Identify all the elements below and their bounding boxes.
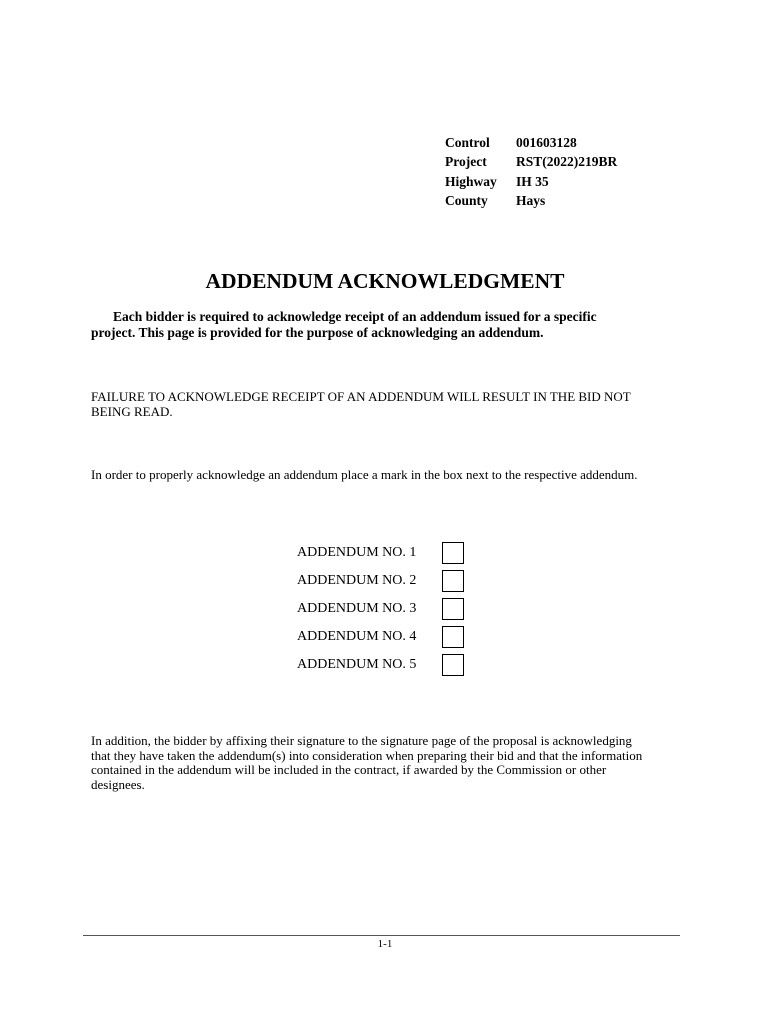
page-number: 1-1 — [377, 938, 393, 950]
closing-line-1: In addition, the bidder by affixing their signature to the signature page of the proposal is acknowledging — [91, 733, 632, 748]
closing-line-4: designees. — [91, 777, 145, 793]
control-value: 001603128 — [516, 135, 577, 150]
addendum-checkbox-4[interactable] — [442, 626, 464, 648]
intro-line-1: Each bidder is required to acknowledge receipt of an addendum issued for a specific — [113, 309, 597, 324]
warning-line-1: FAILURE TO ACKNOWLEDGE RECEIPT OF AN ADDENDUM WILL RESULT IN THE BID NOT — [91, 389, 631, 404]
project-value: RST(2022)219BR — [516, 154, 618, 170]
closing-line-2: that they have taken the addendum(s) into consideration when preparing their bid and that the information — [91, 747, 643, 763]
warning-paragraph — [91, 389, 681, 419]
control-label: Control — [445, 135, 490, 150]
addendum-label-1: ADDENDUM NO. 1 — [297, 545, 417, 560]
addendum-label-2: ADDENDUM NO. 2 — [297, 573, 417, 588]
county-label: County — [445, 192, 488, 208]
addendum-label-4: ADDENDUM NO. 4 — [297, 629, 417, 644]
addendum-label-5: ADDENDUM NO. 5 — [297, 657, 417, 672]
county-row — [445, 191, 617, 210]
warning-line-2: BEING READ. — [91, 404, 173, 419]
addendum-checkbox-2[interactable] — [442, 570, 464, 592]
addendum-label-3: ADDENDUM NO. 3 — [297, 601, 417, 616]
page-title: ADDENDUM ACKNOWLEDGMENT — [205, 269, 565, 293]
addendum-checkbox-3[interactable] — [442, 598, 464, 620]
addendum-checkbox-5[interactable] — [442, 654, 464, 676]
intro-line-2: project. This page is provided for the purpose of acknowledging an addendum. — [91, 325, 544, 340]
closing-paragraph — [91, 734, 691, 793]
county-value: Hays — [516, 192, 546, 208]
highway-value: IH 35 — [516, 173, 549, 189]
footer-divider — [83, 935, 680, 936]
project-label: Project — [445, 154, 487, 170]
highway-label: Highway — [445, 173, 497, 189]
highway-row — [445, 172, 617, 191]
intro-paragraph — [91, 309, 681, 341]
project-row — [445, 152, 617, 171]
control-row — [445, 133, 617, 152]
instruction-text: In order to properly acknowledge an addendum place a mark in the box next to the respective addendum. — [91, 467, 638, 482]
project-info-block — [445, 133, 617, 210]
addendum-checkbox-1[interactable] — [442, 542, 464, 564]
closing-line-3: contained in the addendum will be included in the contract, if awarded by the Commission or other — [91, 762, 607, 778]
